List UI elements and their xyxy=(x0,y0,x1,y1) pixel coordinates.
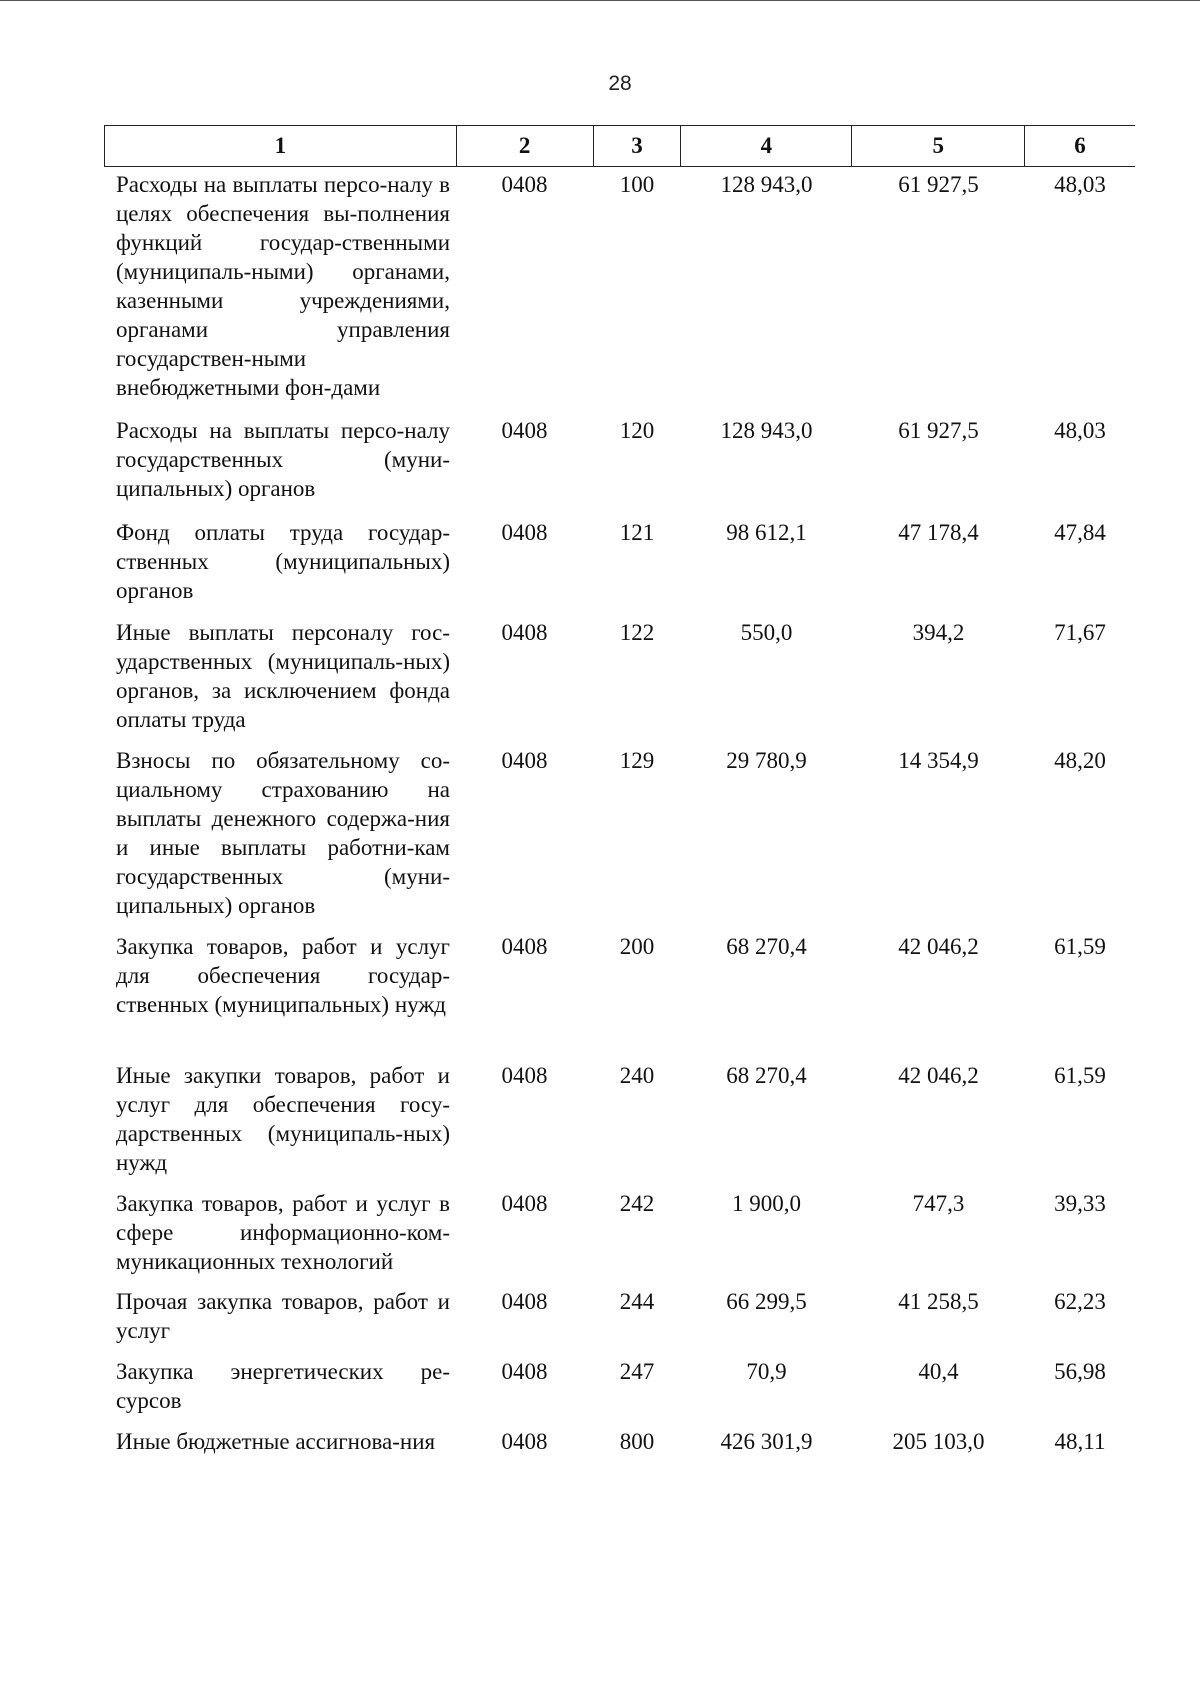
row-type-code: 121 xyxy=(619,520,655,545)
row-percent: 48,03 xyxy=(1054,418,1106,443)
row-type-code: 100 xyxy=(619,172,655,197)
row-percent: 48,03 xyxy=(1054,172,1106,197)
row-section-code: 0408 xyxy=(501,620,548,645)
row-type-code: 800 xyxy=(619,1429,655,1454)
table-row xyxy=(104,929,1135,1058)
row-actual-value: 747,3 xyxy=(912,1191,965,1216)
table-row xyxy=(104,743,1135,929)
table-row xyxy=(104,413,1135,515)
header-cell-5: 5 xyxy=(852,126,1025,166)
header-cell-1: 1 xyxy=(105,126,457,166)
header-cell-6: 6 xyxy=(1074,133,1086,158)
row-section-code: 0408 xyxy=(501,748,548,773)
row-type-code: 244 xyxy=(619,1289,655,1314)
row-actual-value: 205 103,0 xyxy=(892,1429,985,1454)
table-header-row xyxy=(104,125,1135,167)
table-row xyxy=(104,167,1135,413)
row-type-code: 129 xyxy=(619,748,655,773)
row-actual-value: 40,4 xyxy=(918,1359,959,1384)
row-title: Иные закупки товаров, работ и услуг для обеспечения госу-дарственных (муниципаль-ных) нужд xyxy=(116,1063,450,1175)
row-section-code: 0408 xyxy=(501,418,548,443)
row-actual-value: 394,2 xyxy=(912,620,965,645)
table-body xyxy=(104,167,1135,1494)
row-title: Закупка товаров, работ и услуг в сфере информационно-ком-муникационных технологий xyxy=(116,1191,450,1274)
row-actual-value: 42 046,2 xyxy=(898,1063,979,1088)
row-actual-value: 61 927,5 xyxy=(898,172,979,197)
budget-table xyxy=(104,125,1135,1494)
row-actual-value: 47 178,4 xyxy=(898,520,979,545)
row-percent: 48,20 xyxy=(1054,748,1106,773)
header-cell-4: 4 xyxy=(681,126,852,166)
row-type-code: 240 xyxy=(619,1063,655,1088)
row-title: Фонд оплаты труда государ-ственных (муниципальных) органов xyxy=(116,520,450,603)
row-percent: 48,11 xyxy=(1054,1429,1106,1454)
row-percent: 71,67 xyxy=(1054,620,1106,645)
row-plan-value: 29 780,9 xyxy=(726,748,807,773)
row-type-code: 242 xyxy=(619,1191,655,1216)
row-section-code: 0408 xyxy=(501,1289,548,1314)
row-title: Прочая закупка товаров, работ и услуг xyxy=(116,1289,450,1343)
row-title: Закупка энергетических ре-сурсов xyxy=(116,1359,450,1413)
row-percent: 56,98 xyxy=(1054,1359,1106,1384)
row-percent: 47,84 xyxy=(1054,520,1106,545)
row-plan-value: 426 301,9 xyxy=(720,1429,813,1454)
row-type-code: 247 xyxy=(619,1359,655,1384)
row-title: Иные выплаты персоналу гос-ударственных (муниципаль-ных) органов, за исключением фонда оплаты труда xyxy=(116,620,450,732)
table-row xyxy=(104,1354,1135,1424)
row-plan-value: 68 270,4 xyxy=(726,934,807,959)
row-title: Расходы на выплаты персо-налу в целях обеспечения вы-полнения функций государ-ственными (муниципаль-ными) органами, казенными учреждениями, органами управления государствен-ными внебюджетными фон-дами xyxy=(116,172,450,400)
header-cell-3: 3 xyxy=(594,126,682,166)
page-number: 28 xyxy=(608,72,632,95)
table-row xyxy=(104,1186,1135,1284)
row-actual-value: 14 354,9 xyxy=(898,748,979,773)
row-plan-value: 66 299,5 xyxy=(726,1289,807,1314)
row-percent: 62,23 xyxy=(1054,1289,1106,1314)
row-section-code: 0408 xyxy=(501,1429,548,1454)
table-row xyxy=(104,1424,1135,1494)
row-section-code: 0408 xyxy=(501,1191,548,1216)
row-title: Иные бюджетные ассигнова-ния xyxy=(116,1429,436,1454)
row-title: Расходы на выплаты персо-налу государственных (муни-ципальных) органов xyxy=(116,418,450,501)
row-type-code: 200 xyxy=(619,934,655,959)
row-percent: 61,59 xyxy=(1054,1063,1106,1088)
row-actual-value: 41 258,5 xyxy=(898,1289,979,1314)
table-row xyxy=(104,515,1135,615)
header-cell-2: 2 xyxy=(457,126,594,166)
table-row xyxy=(104,1058,1135,1186)
row-section-code: 0408 xyxy=(501,172,548,197)
row-plan-value: 68 270,4 xyxy=(726,1063,807,1088)
table-row xyxy=(104,1284,1135,1354)
row-type-code: 122 xyxy=(619,620,655,645)
row-plan-value: 550,0 xyxy=(740,620,793,645)
row-section-code: 0408 xyxy=(501,934,548,959)
scan-top-rule xyxy=(0,0,1200,2)
row-section-code: 0408 xyxy=(501,1359,548,1384)
row-plan-value: 128 943,0 xyxy=(720,418,813,443)
row-actual-value: 42 046,2 xyxy=(898,934,979,959)
row-percent: 39,33 xyxy=(1054,1191,1106,1216)
row-title: Взносы по обязательному со-циальному страхованию на выплаты денежного содержа-ния и иные выплаты работни-кам государственных (муни-ципальных) органов xyxy=(116,748,450,918)
row-plan-value: 98 612,1 xyxy=(726,520,807,545)
row-plan-value: 1 900,0 xyxy=(732,1191,801,1216)
row-type-code: 120 xyxy=(619,418,655,443)
row-title: Закупка товаров, работ и услуг для обеспечения государ-ственных (муниципальных) нужд xyxy=(116,934,450,1017)
row-section-code: 0408 xyxy=(501,1063,548,1088)
row-plan-value: 70,9 xyxy=(746,1359,787,1384)
row-section-code: 0408 xyxy=(501,520,548,545)
row-percent: 61,59 xyxy=(1054,934,1106,959)
row-plan-value: 128 943,0 xyxy=(720,172,813,197)
row-actual-value: 61 927,5 xyxy=(898,418,979,443)
table-row xyxy=(104,615,1135,743)
